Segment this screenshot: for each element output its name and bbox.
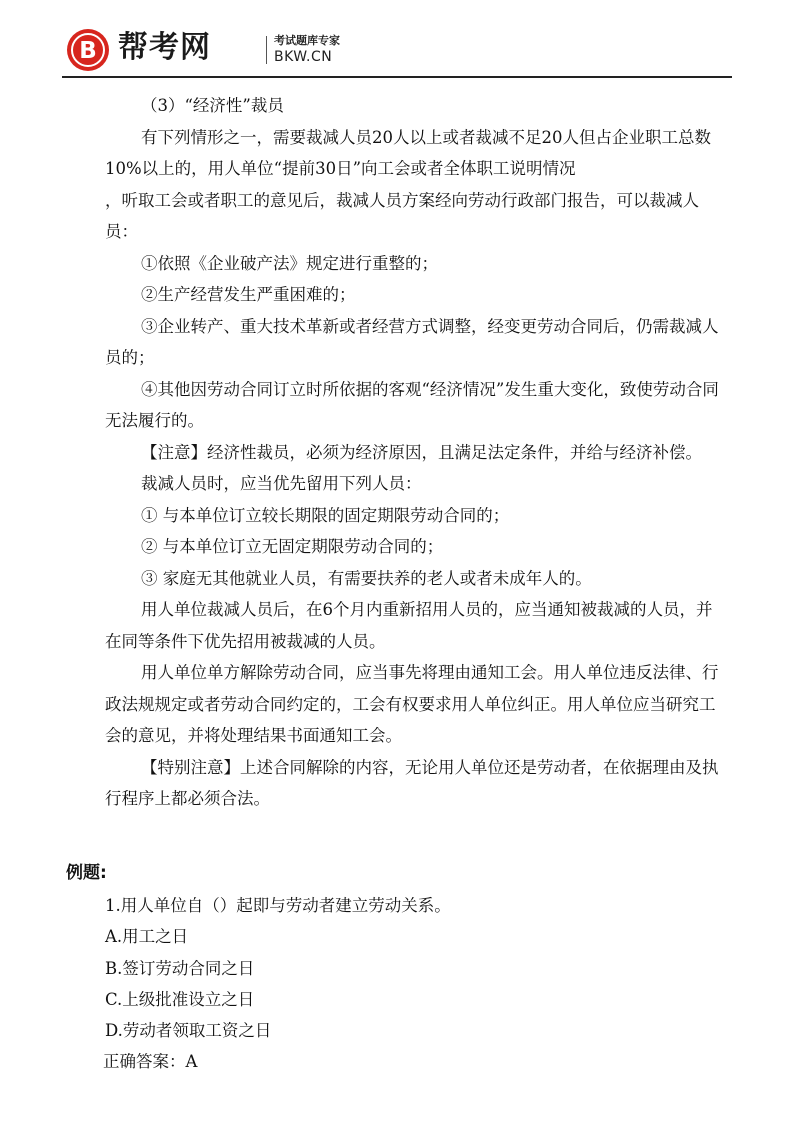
brand-tagline: 考试题库专家	[274, 34, 340, 47]
example-heading: 例题:	[66, 863, 107, 883]
header-rule	[62, 76, 732, 78]
option-c: C.上级批准设立之日	[105, 989, 255, 1009]
bkw-logo-icon	[66, 28, 110, 72]
list-item: ②生产经营发生严重困难的；	[141, 285, 356, 304]
paragraph: 用人单位裁减人员后，在6个月内重新招用人员的，应当通知被裁减的人员，并在同等条件下优先招用被裁减的人员。	[105, 600, 713, 651]
list-item: ①依照《企业破产法》规定进行重整的；	[141, 253, 438, 273]
question-text: 1.用人单位自（）起即与劳动者建立劳动关系。	[105, 896, 451, 915]
brand-name: 帮考网	[118, 30, 211, 65]
note-paragraph: 【注意】经济性裁员，必须为经济原因，且满足法定条件，并给与经济补偿。	[141, 442, 702, 462]
option-a: A.用工之日	[105, 927, 189, 947]
correct-answer: 正确答案：A	[103, 1052, 198, 1072]
svg-text:B: B	[79, 38, 97, 64]
brand-divider	[266, 36, 267, 64]
page-header	[62, 24, 732, 76]
document-body	[105, 90, 720, 815]
paragraph: 有下列情形之一，需要裁减人员20人以上或者裁减不足20人但占企业职工总数10%以上的，用人单位“提前30日”向工会或者全体职工说明情况	[105, 127, 711, 178]
list-item: ② 与本单位订立无固定期限劳动合同的；	[141, 537, 444, 556]
example-question	[105, 890, 720, 1078]
list-item: ④其他因劳动合同订立时所依据的客观“经济情况”发生重大变化，致使劳动合同无法履行的。	[105, 379, 719, 430]
paragraph: 裁减人员时，应当优先留用下列人员：	[141, 474, 422, 493]
paragraph: ，听取工会或者职工的意见后，裁减人员方案经向劳动行政部门报告，可以裁减人员：	[105, 190, 699, 241]
section-heading: （3）“经济性”裁员	[141, 96, 284, 115]
special-note-paragraph: 【特别注意】上述合同解除的内容，无论用人单位还是劳动者，在依据理由及执行程序上都必须合法。	[105, 757, 719, 808]
list-item: ③企业转产、重大技术革新或者经营方式调整，经变更劳动合同后，仍需裁减人员的；	[105, 316, 719, 367]
option-b: B.签订劳动合同之日	[105, 958, 255, 978]
paragraph: 用人单位单方解除劳动合同，应当事先将理由通知工会。用人单位违反法律、行政法规规定或者劳动合同约定的，工会有权要求用人单位纠正。用人单位应当研究工会的意见，并将处理结果书面通知工会。	[105, 663, 719, 745]
brand-domain: BKW.CN	[274, 49, 333, 65]
list-item: ③ 家庭无其他就业人员，有需要扶养的老人或者未成年人的。	[141, 568, 592, 588]
option-d: D.劳动者领取工资之日	[105, 1021, 272, 1041]
list-item: ① 与本单位订立较长期限的固定期限劳动合同的；	[141, 505, 510, 525]
